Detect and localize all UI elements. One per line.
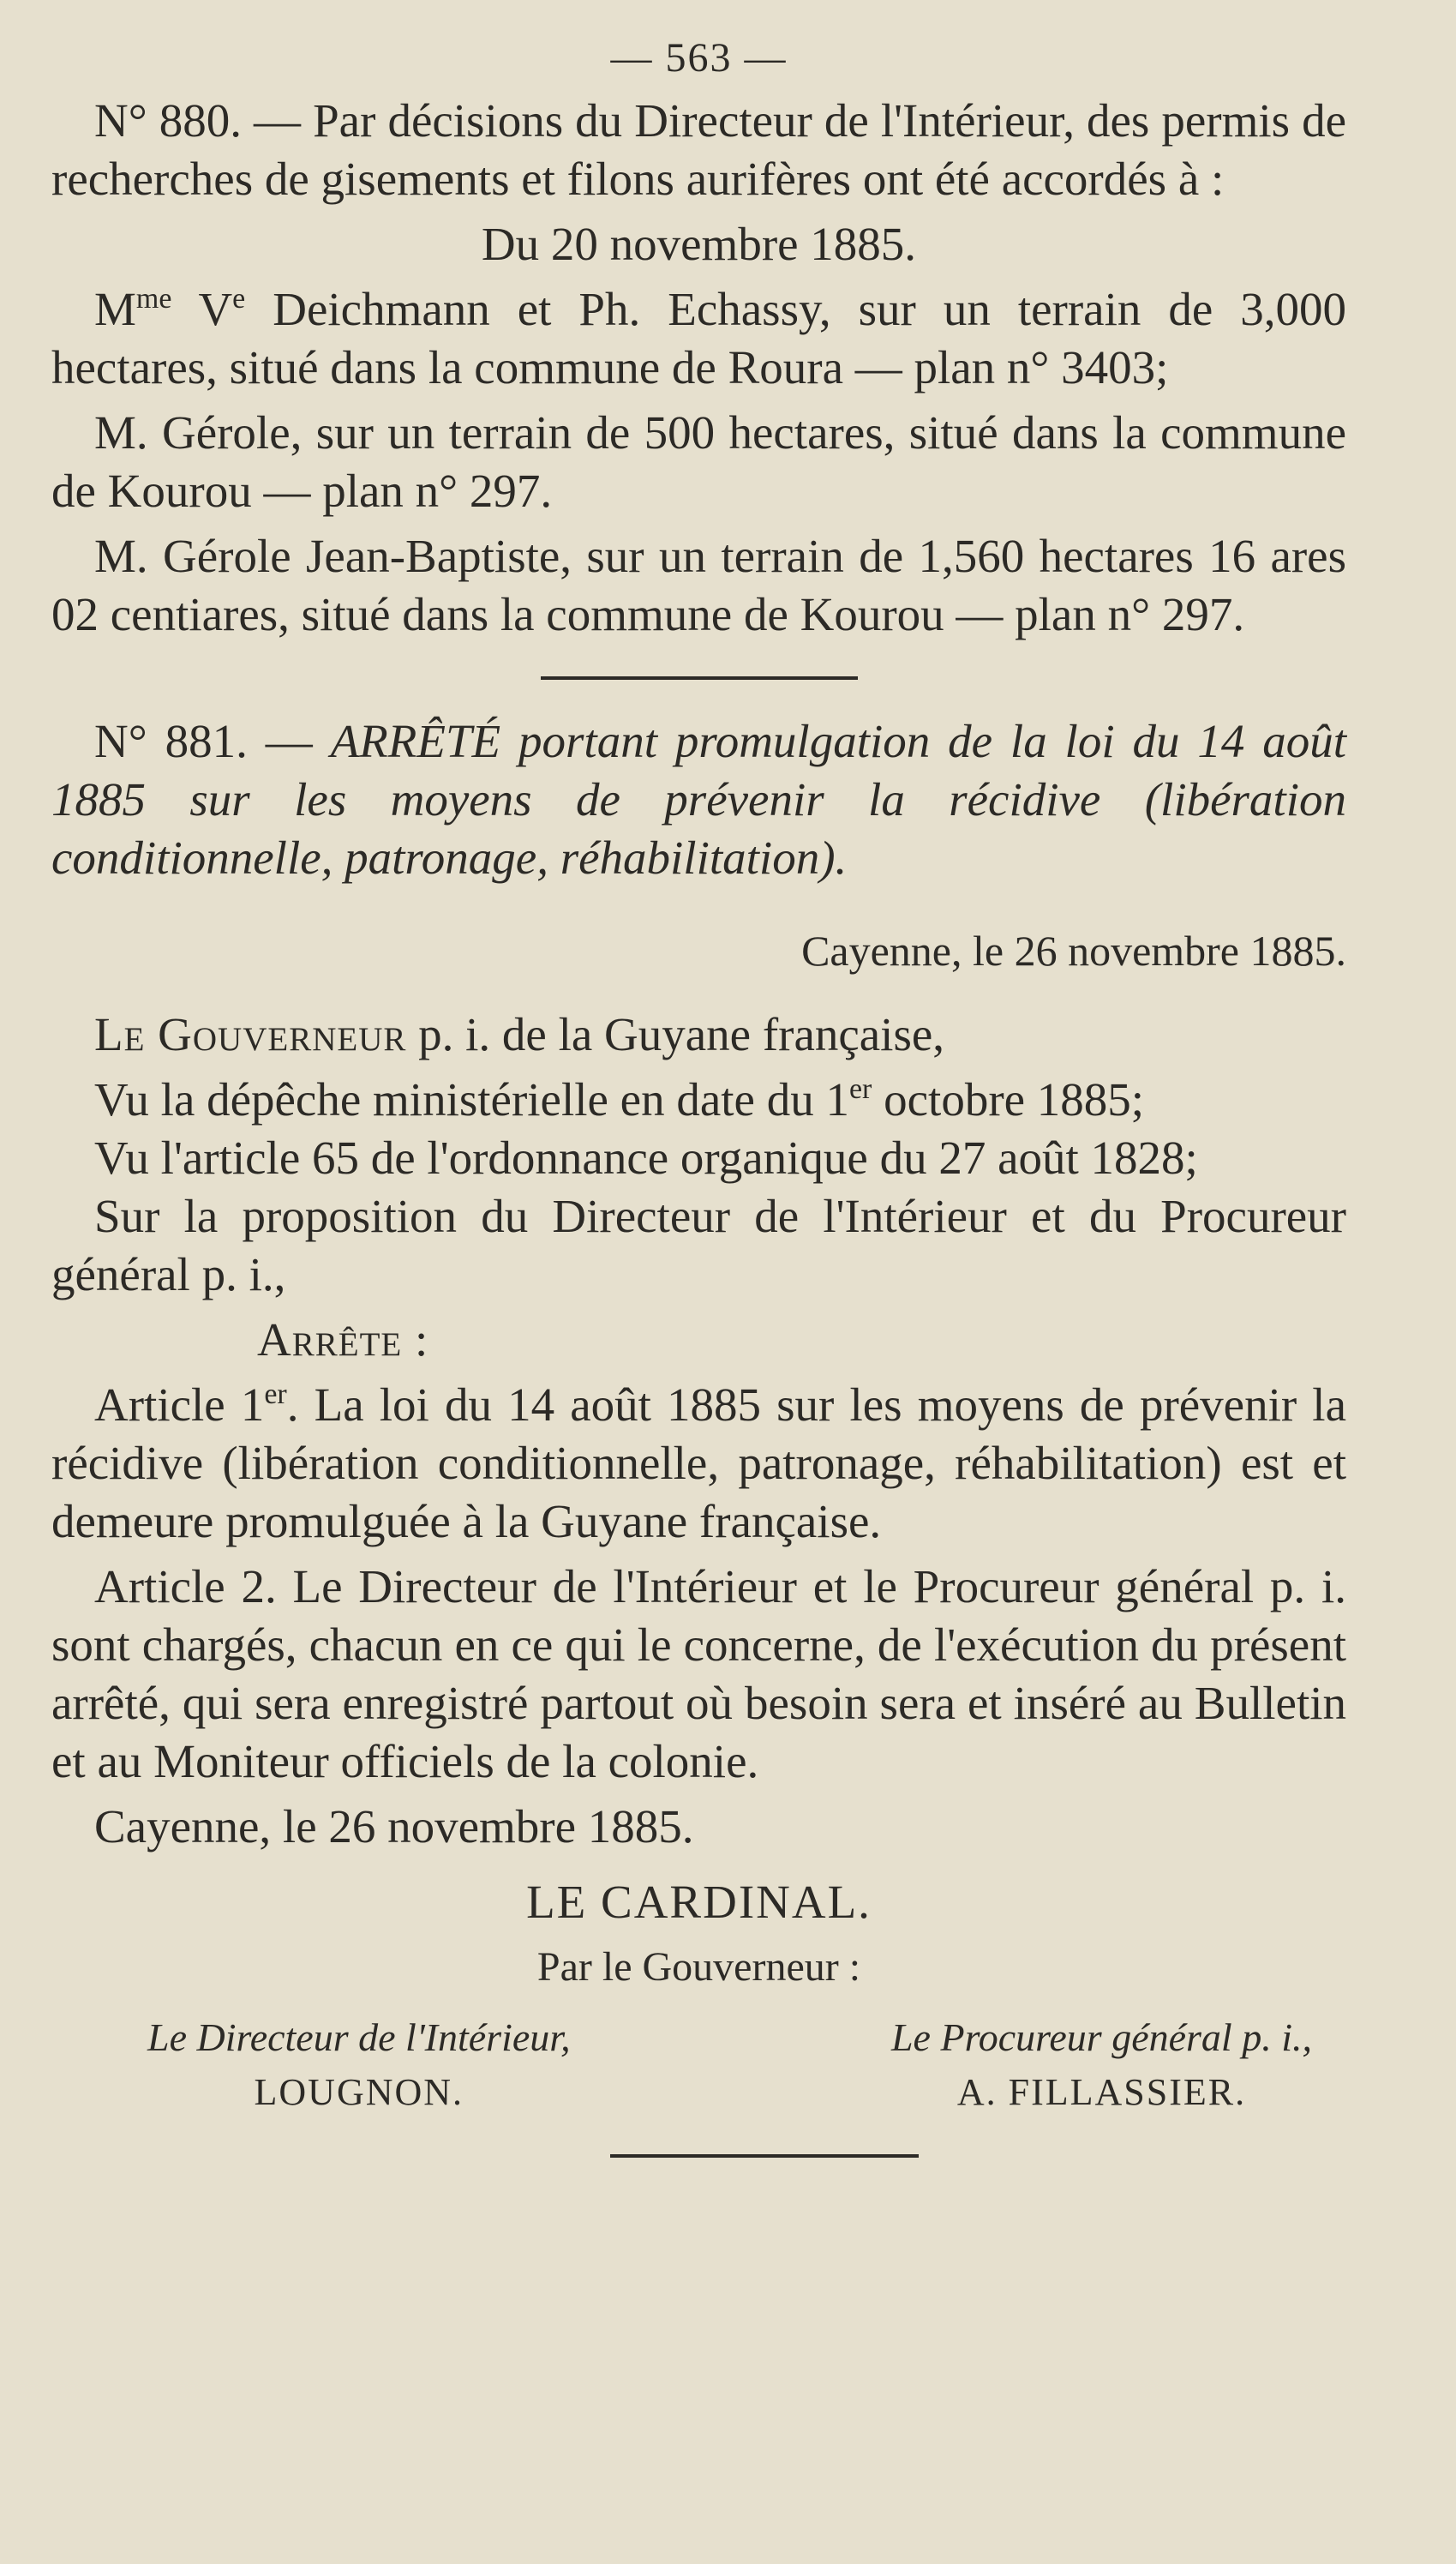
signature-block (51, 2010, 1346, 2120)
sur-proposition: Sur la proposition du Directeur de l'Intérieur et du Procureur général p. i., (51, 1190, 1346, 1300)
page-number: — 563 — (610, 35, 788, 81)
signature-right: Le Procureur général p. i., A. FILLASSIER. (890, 2015, 1312, 2113)
notice-881-heading (51, 712, 1346, 887)
signature-left: Le Directeur de l'Intérieur, LOUGNON. (147, 2015, 571, 2113)
end-divider (610, 2154, 919, 2158)
closing-date: Cayenne, le 26 novembre 1885. (94, 1800, 694, 1852)
notice-880-permit-3: M. Gérole Jean-Baptiste, sur un terrain de 1,560 hectares 16 ares 02 centiares, situé dans la commune de Kourou — plan n° 297. (51, 530, 1346, 640)
governor-line: Le Gouverneur p. i. de la Guyane française, (94, 1008, 945, 1060)
notice-880-permit-1: $M^{me}$ Ve Deichmann et Ph. Echassy, sur un terrain de 3,000 hectares, situé dans la commune de Roura — plan n° 3403; (51, 283, 1346, 393)
article-2: Article 2. Le Directeur de l'Intérieur et le Procureur général p. i. sont chargés, chacun en ce qui le concerne, de l'exécution du présent arrêté, qui sera enregistré partout où besoin sera et inséré au Bulletin et au Moniteur officiels de la colonie. (51, 1560, 1346, 1787)
par-le-gouverneur: Par le Gouverneur : (536, 1944, 861, 1990)
notice-881-number: N° 881. — (94, 715, 331, 767)
vu-depeche: Vu la dépêche ministérielle en date du 1er octobre 1885; (94, 1073, 1145, 1126)
notice-881-place-date: Cayenne, le 26 novembre 1885. (801, 927, 1346, 975)
article-1: Article 1er. La loi du 14 août 1885 sur les moyens de prévenir la récidive (libération conditionnelle, patronage, réhabilitation) est et demeure promulguée à la Guyane française. (51, 1378, 1346, 1547)
notice-881-title: ARRÊTÉ portant promulgation de la loi du 14 août 1885 sur les moyens de prévenir la récidive (libération conditionnelle, patronage, réhabilitation). (51, 715, 1347, 884)
notice-880-date: Du 20 novembre 1885. (481, 218, 917, 270)
notice-880-permit-2: M. Gérole, sur un terrain de 500 hectares, situé dans la commune de Kourou — plan n° 297. (51, 406, 1346, 517)
arrete-heading: Arrête : (257, 1313, 429, 1366)
signatory: LE CARDINAL. (526, 1876, 872, 1928)
notice-880-intro: N° 880. — Par décisions du Directeur de l'Intérieur, des permis de recherches de gisements et filons aurifères ont été accordés à : (51, 94, 1346, 205)
section-divider (541, 676, 858, 680)
vu-article: Vu l'article 65 de l'ordonnance organique du 27 août 1828; (94, 1132, 1198, 1184)
